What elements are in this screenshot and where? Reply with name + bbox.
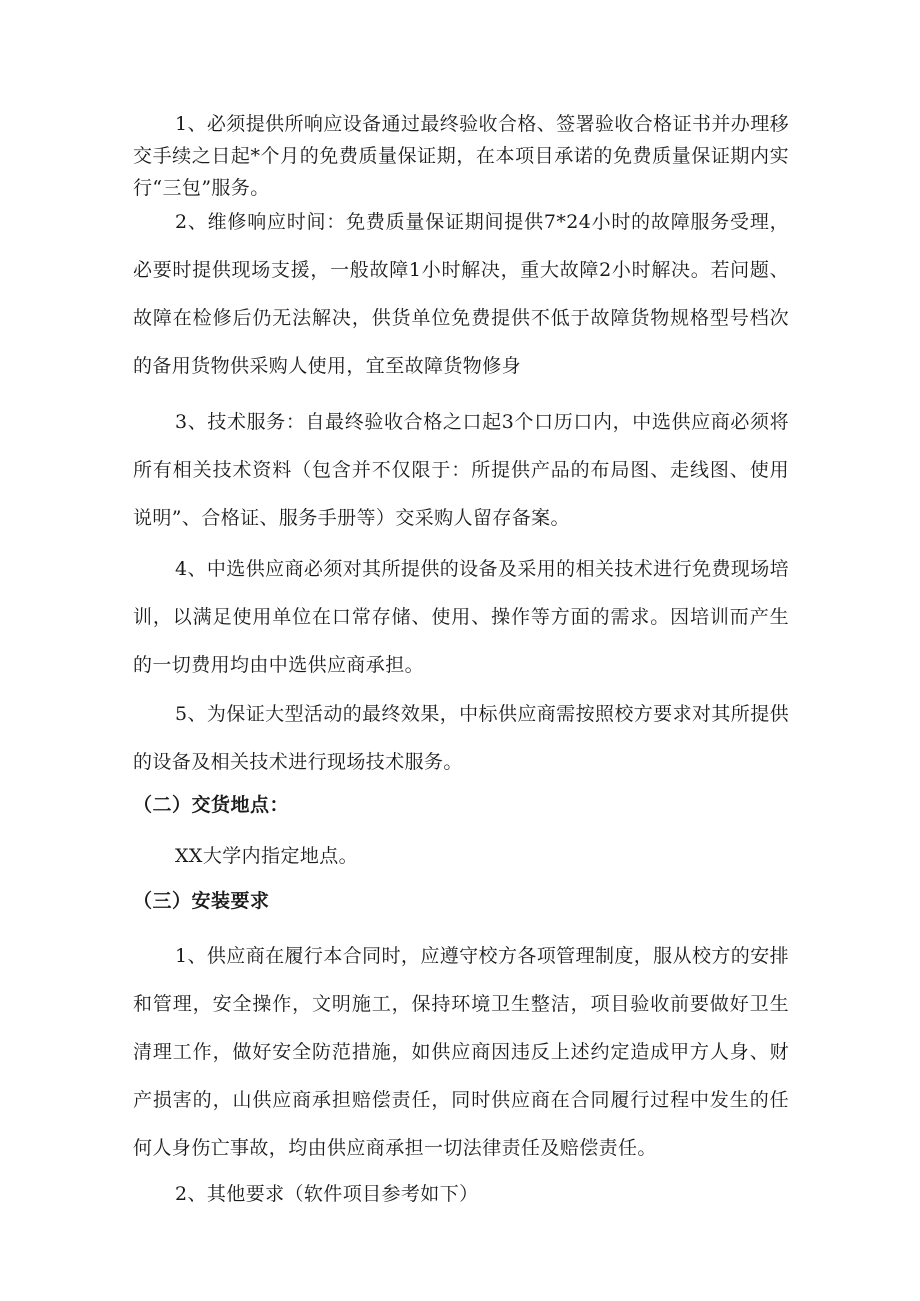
warranty-period-paragraph: 1、必须提供所响应设备通过最终验收合格、签署验收合格证书并办理移交手续之日起*个月的免费质量保证期，在本项目承诺的免费质量保证期内实行“三包”服务。	[133, 113, 789, 199]
delivery-location-heading: （二）交货地点：	[133, 794, 290, 816]
other-requirements-line: 2、其他要求（软件项目参考如下）	[175, 1183, 479, 1205]
installation-requirements-heading: （三）安装要求	[133, 890, 270, 912]
technical-service-paragraph: 3、技术服务：自最终验收合格之口起3个口历口内，中选供应商必须将所有相关技术资料（包含并不仅限于：所提供产品的布局图、走线图、使用说明”、合格证、服务手册等）交采购人留存备案。	[133, 411, 789, 529]
onsite-service-paragraph: 5、为保证大型活动的最终效果，中标供应商需按照校方要求对其所提供的设备及相关技术进行现场技术服务。	[133, 703, 789, 773]
installation-rules-paragraph: 1、供应商在履行本合同时，应遵守校方各项管理制度，服从校方的安排和管理，安全操作，文明施工，保持环境卫生整洁，项目验收前要做好卫生清理工作，做好安全防范措施，如供应商因违反上述约定造成甲方人身、财产损害的，山供应商承担赔偿责任，同时供应商在合同履行过程中发生的任何人身伤亡事故，均由供应商承担一切法律责任及赔偿责任。	[133, 945, 789, 1159]
delivery-location-text: XX大学内指定地点。	[175, 845, 359, 867]
training-paragraph: 4、中选供应商必须对其所提供的设备及采用的相关技术进行免费现场培训，以满足使用单位在口常存储、使用、操作等方面的需求。因培训而产生的一切费用均由中选供应商承担。	[133, 558, 789, 676]
repair-response-paragraph: 2、维修响应时间：免费质量保证期间提供7*24小时的故障服务受理，必要时提供现场支援，一般故障1小时解决，重大故障2小时解决。若问题、故障在检修后仍无法解决，供货单位免费提供不低于故障货物规格型号档次的备用货物供采购人使用，宜至故障货物修身	[133, 211, 789, 377]
